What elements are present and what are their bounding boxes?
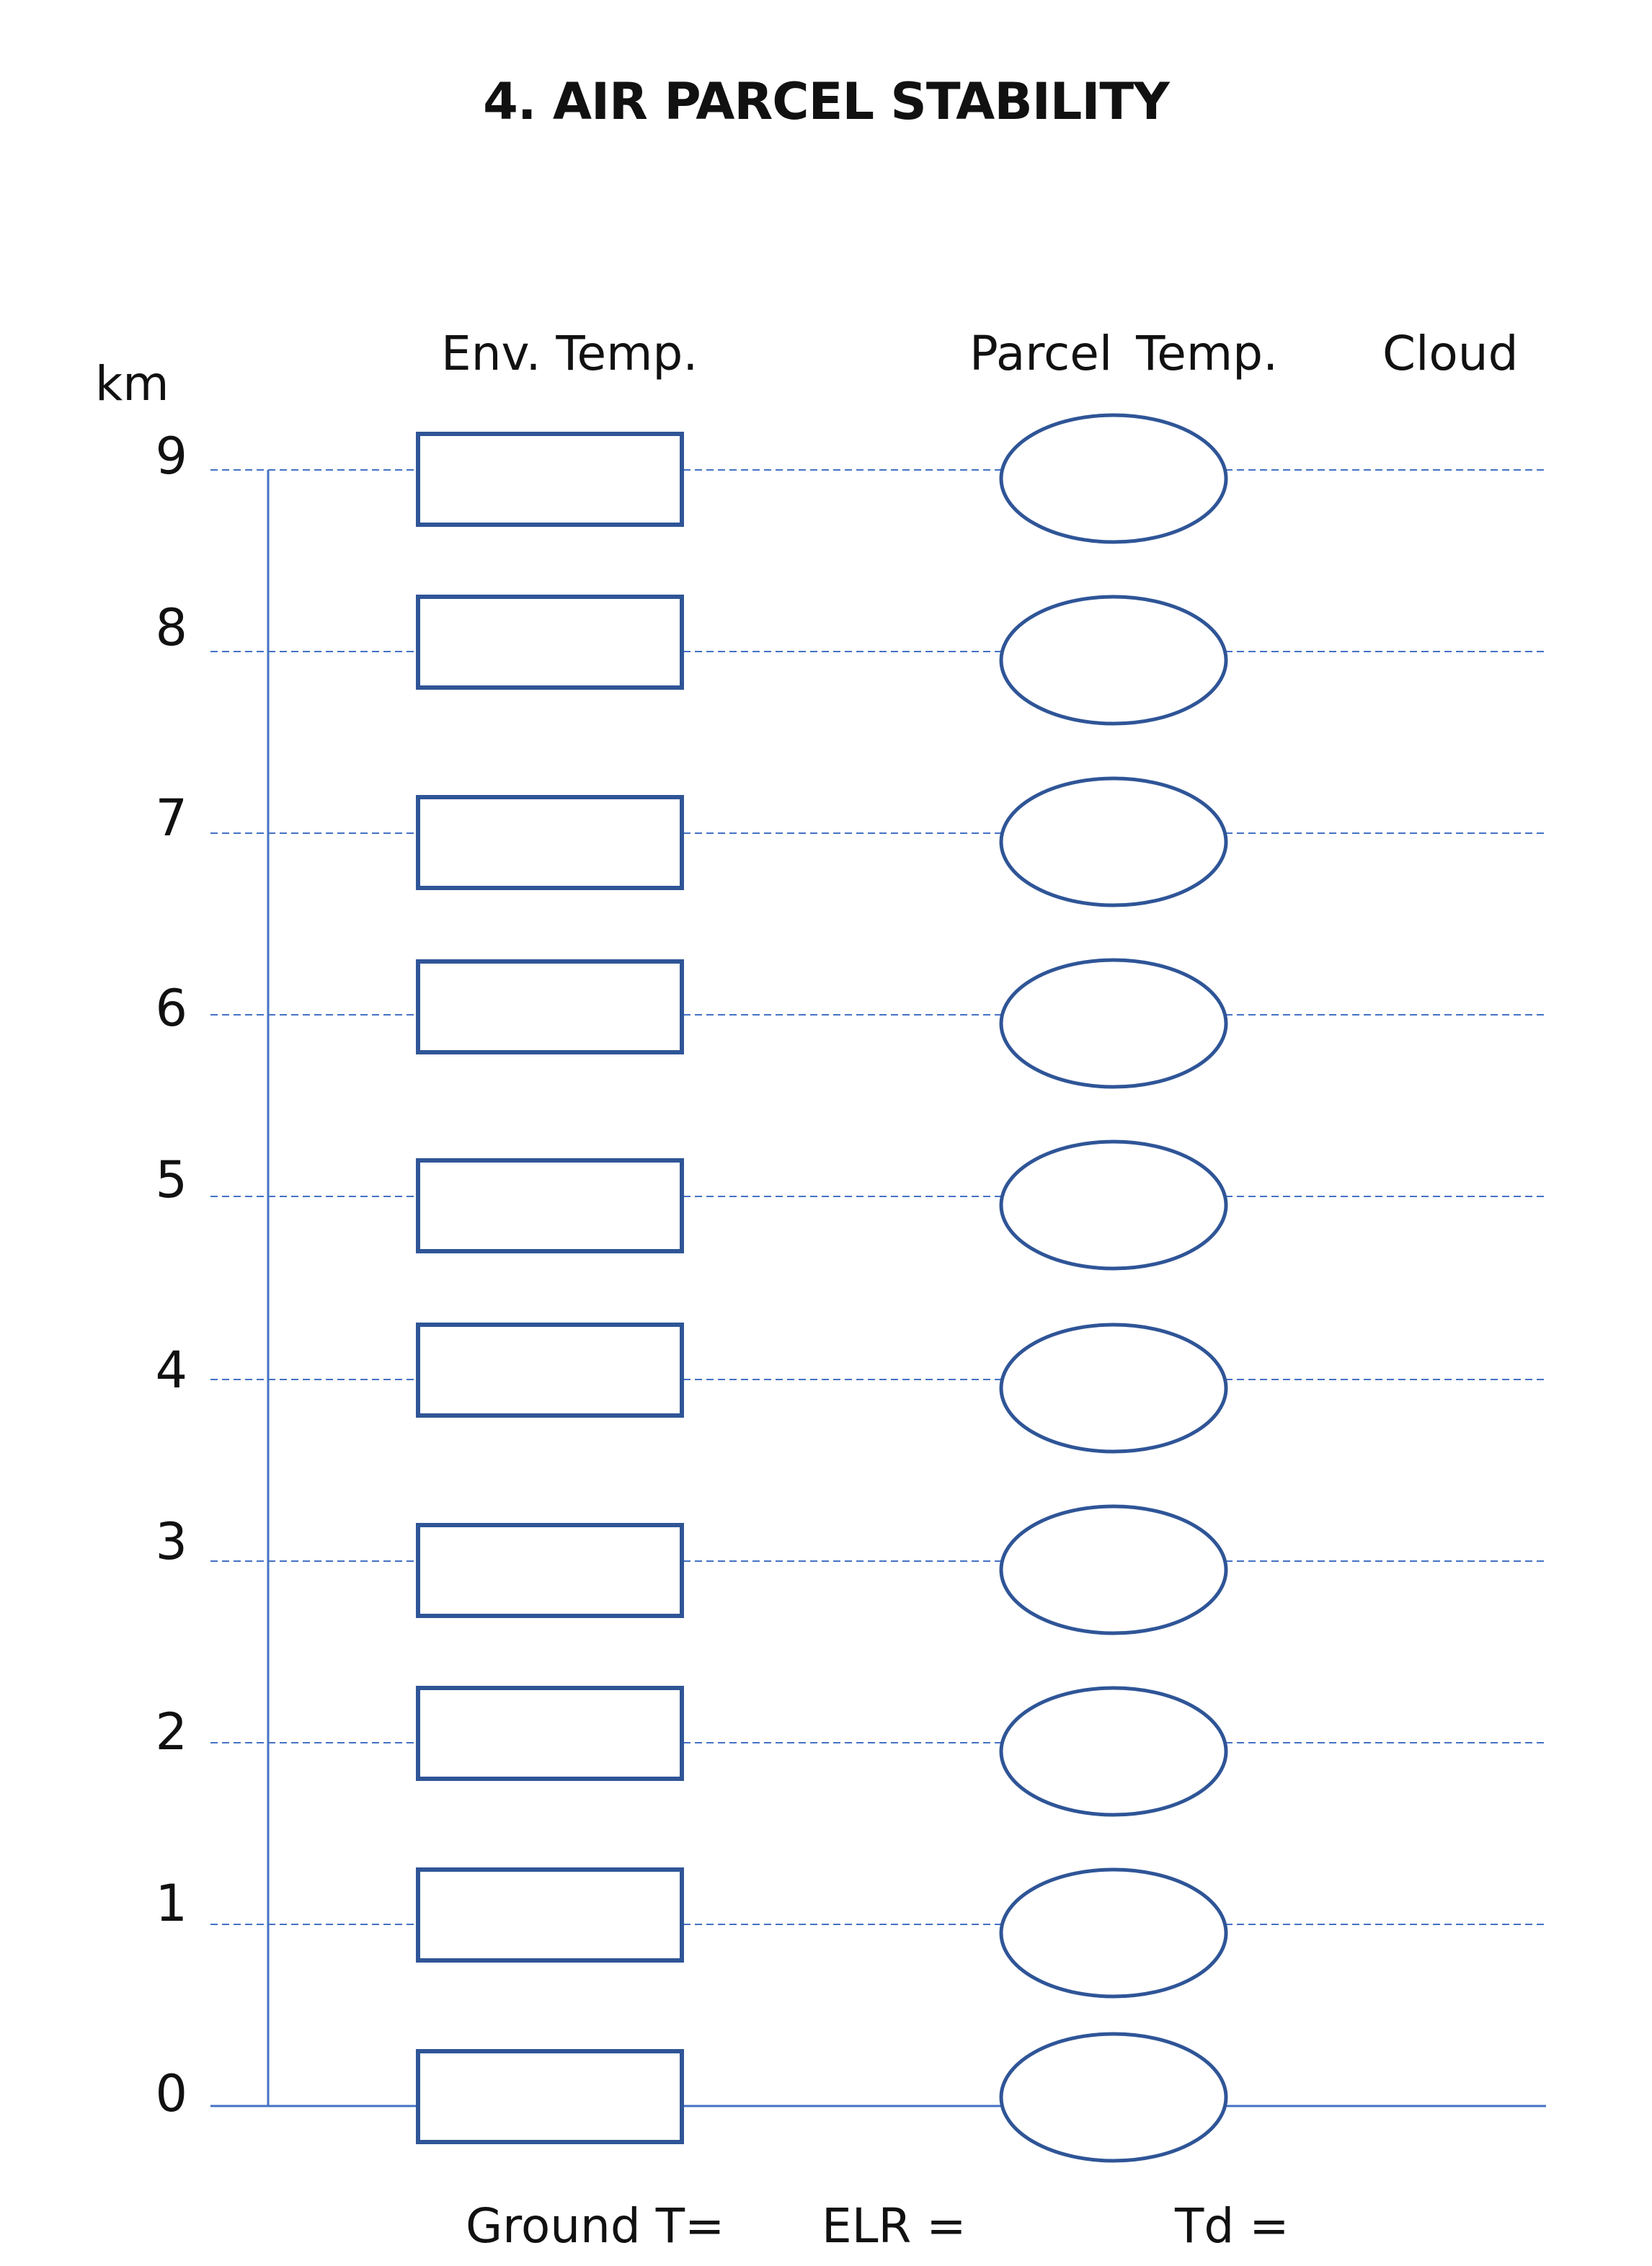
altitude-label-2: 2 [155, 1702, 187, 1761]
elr-label: ELR = [822, 2198, 967, 2254]
env-temp-header: Env. Temp. [441, 326, 698, 381]
altitude-label-4: 4 [155, 1341, 187, 1400]
altitude-label-7: 7 [155, 788, 187, 848]
cloud-header: Cloud [1382, 326, 1519, 381]
altitude-label-8: 8 [155, 598, 187, 657]
parcel-temp-oval-6[interactable] [1001, 960, 1226, 1087]
altitude-label-3: 3 [155, 1512, 187, 1571]
dewpoint-label: Td = [1175, 2198, 1289, 2254]
env-temp-box-1[interactable] [418, 1870, 682, 1960]
altitude-label-0: 0 [155, 2064, 187, 2123]
env-temp-box-4[interactable] [418, 1325, 682, 1416]
env-temp-box-7[interactable] [418, 797, 682, 888]
parcel-temp-oval-5[interactable] [1001, 1142, 1226, 1268]
env-temp-box-8[interactable] [418, 597, 682, 688]
parcel-temp-oval-0[interactable] [1001, 2034, 1226, 2161]
parcel-temp-oval-7[interactable] [1001, 778, 1226, 905]
parcel-temp-oval-9[interactable] [1001, 415, 1226, 542]
ground-temperature-label: Ground T= [466, 2198, 725, 2254]
env-temp-box-6[interactable] [418, 961, 682, 1052]
altitude-label-5: 5 [155, 1150, 187, 1209]
parcel-temp-oval-2[interactable] [1001, 1688, 1226, 1815]
page-title: 4. AIR PARCEL STABILITY [483, 72, 1169, 131]
altitude-label-1: 1 [155, 1874, 187, 1933]
parcel-temp-oval-4[interactable] [1001, 1325, 1226, 1452]
env-temp-box-2[interactable] [418, 1688, 682, 1779]
env-temp-box-0[interactable] [418, 2051, 682, 2142]
altitude-unit-label: km [95, 356, 169, 412]
parcel-temp-oval-8[interactable] [1001, 597, 1226, 724]
env-temp-box-9[interactable] [418, 434, 682, 525]
altitude-label-9: 9 [155, 427, 187, 486]
env-temp-box-5[interactable] [418, 1160, 682, 1251]
altitude-label-6: 6 [155, 979, 187, 1038]
parcel-temp-oval-1[interactable] [1001, 1870, 1226, 1996]
parcel-temp-header: Parcel Temp. [969, 326, 1279, 381]
env-temp-box-3[interactable] [418, 1525, 682, 1616]
parcel-temp-oval-3[interactable] [1001, 1506, 1226, 1633]
